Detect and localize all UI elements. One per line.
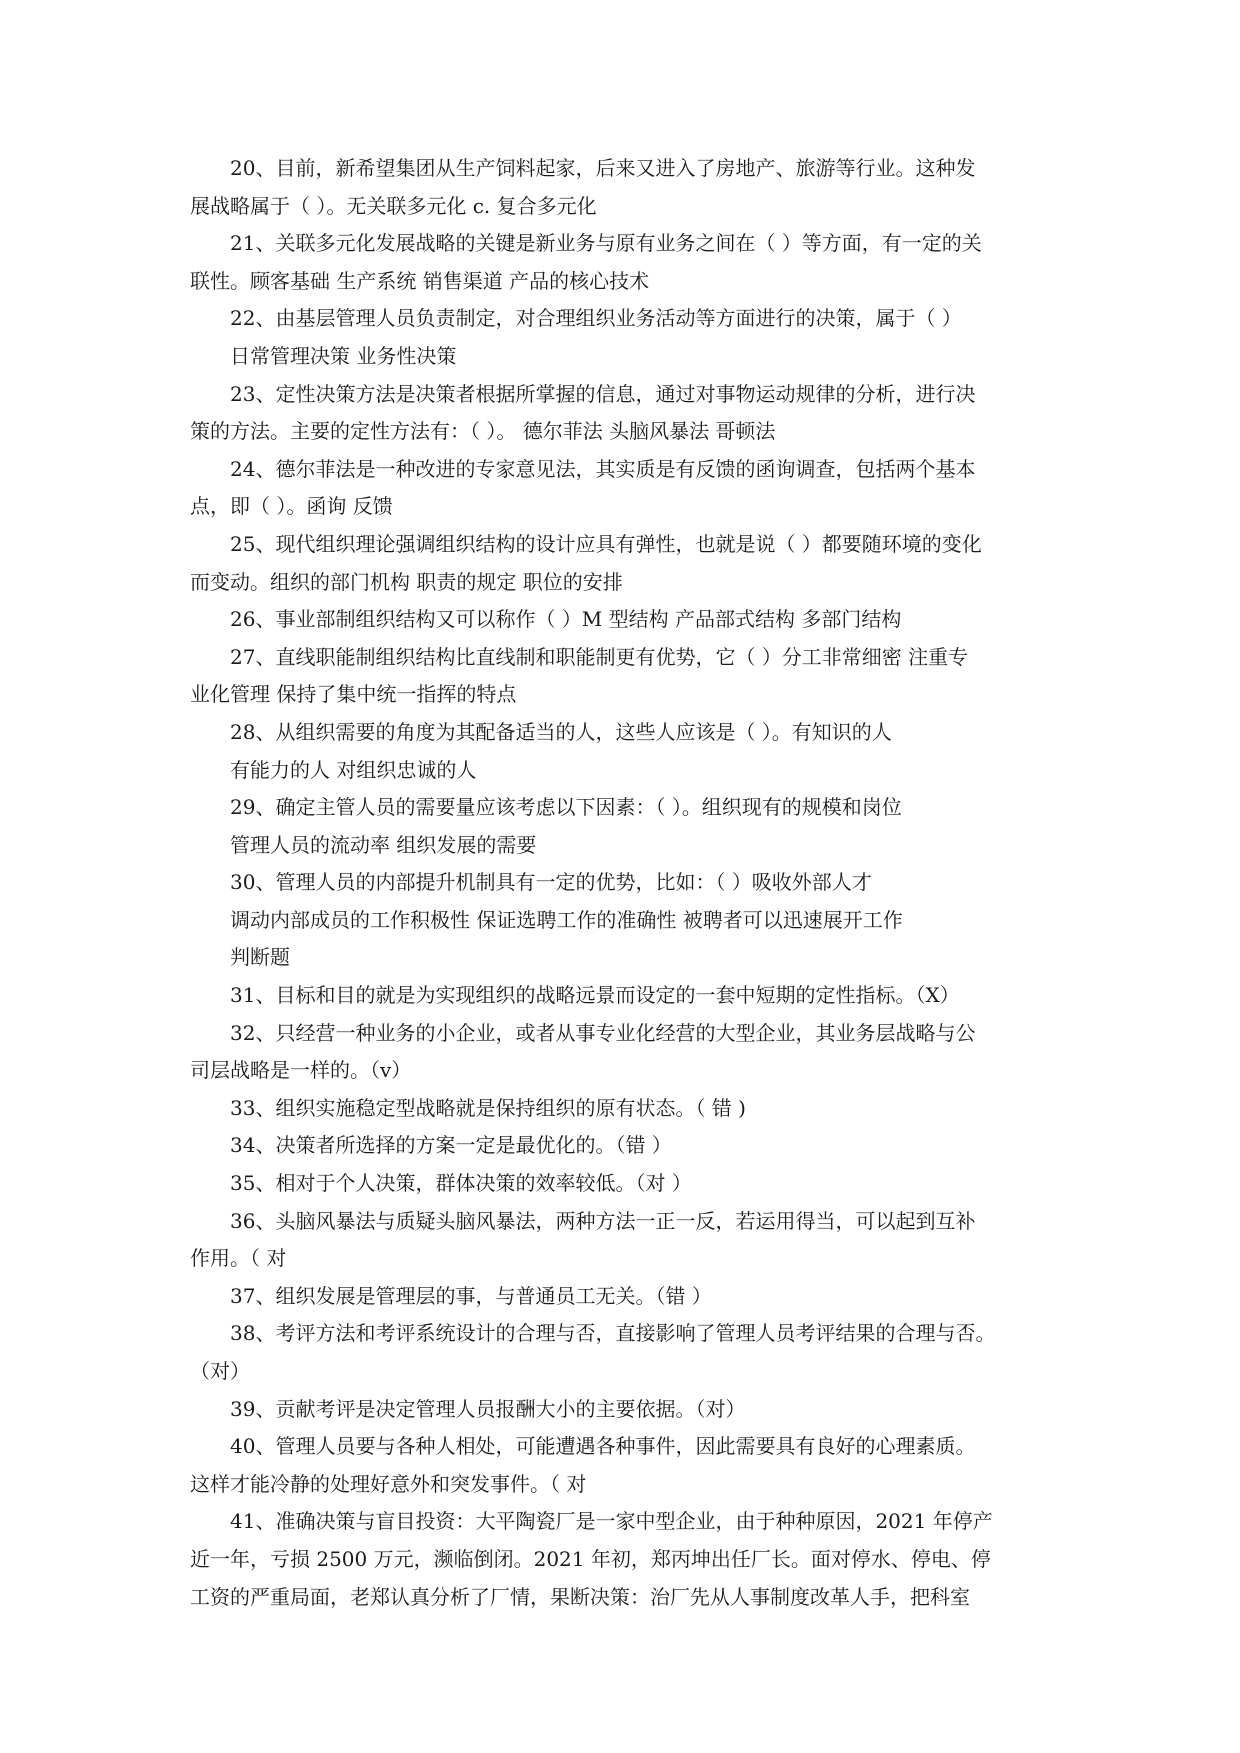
text-line: 23、定性决策方法是决策者根据所掌握的信息，通过对事物运动规律的分析，进行决 xyxy=(230,381,976,406)
text-line: 24、德尔菲法是一种改进的专家意见法，其实质是有反馈的函询调查，包括两个基本 xyxy=(230,456,976,481)
text-line: 有能力的人 对组织忠诚的人 xyxy=(230,757,477,782)
text-line: 20、目前，新希望集团从生产饲料起家，后来又进入了房地产、旅游等行业。这种发 xyxy=(230,156,976,180)
text-line: 28、从组织需要的角度为其配备适当的人，这些人应该是（ ）。有知识的人 xyxy=(230,719,892,744)
text-line: 工资的严重局面，老郑认真分析了厂情，果断决策：治厂先从人事制度改革人手，把科室 xyxy=(190,1584,970,1609)
text-line: 25、现代组织理论强调组织结构的设计应具有弹性，也就是说（ ）都要随环境的变化 xyxy=(230,531,982,556)
text-line: 这样才能冷静的处理好意外和突发事件。（ 对 xyxy=(190,1471,587,1496)
section-heading: 判断题 xyxy=(230,945,290,970)
text-line: 联性。顾客基础 生产系统 销售渠道 产品的核心技术 xyxy=(190,268,650,293)
text-line: 展战略属于（ ）。无关联多元化 c. 复合多元化 xyxy=(190,193,597,218)
text-line: 点，即（ ）。函询 反馈 xyxy=(190,494,393,519)
text-line: 35、相对于个人决策，群体决策的效率较低。（对 ） xyxy=(230,1171,692,1196)
text-line: 39、贡献考评是决定管理人员报酬大小的主要依据。（对） xyxy=(230,1396,746,1421)
text-line: 22、由基层管理人员负责制定，对合理组织业务活动等方面进行的决策，属于（ ） xyxy=(230,306,962,331)
text-line: 38、考评方法和考评系统设计的合理与否，直接影响了管理人员考评结果的合理与否。 xyxy=(230,1321,996,1346)
text-line: 40、管理人员要与各种人相处，可能遭遇各种事件，因此需要具有良好的心理素质。 xyxy=(230,1434,976,1459)
text-line: 日常管理决策 业务性决策 xyxy=(230,343,457,368)
text-line: 36、头脑风暴法与质疑头脑风暴法，两种方法一正一反，若运用得当，可以起到互补 xyxy=(230,1208,976,1233)
text-line: 作用。（ 对 xyxy=(190,1246,287,1271)
document-page xyxy=(190,150,1060,1616)
text-line: 21、关联多元化发展战略的关键是新业务与原有业务之间在（ ）等方面，有一定的关 xyxy=(230,231,982,256)
text-line: 调动内部成员的工作积极性 保证选聘工作的准确性 被聘者可以迅速展开工作 xyxy=(230,907,903,932)
text-line: 31、目标和目的就是为实现组织的战略远景而设定的一套中短期的定性指标。（X） xyxy=(230,983,960,1008)
text-line: 33、组织实施稳定型战略就是保持组织的原有状态。（ 错 ) xyxy=(230,1095,746,1120)
text-line: 29、确定主管人员的需要量应该考虑以下因素：（ ）。组织现有的规模和岗位 xyxy=(230,795,902,820)
text-line: 32、只经营一种业务的小企业，或者从事专业化经营的大型企业，其业务层战略与公 xyxy=(230,1020,976,1045)
text-line: 策的方法。主要的定性方法有：（ ）。 德尔菲法 头脑风暴法 哥顿法 xyxy=(190,419,776,444)
text-line: 业化管理 保持了集中统一指挥的特点 xyxy=(190,682,517,707)
text-line: 34、决策者所选择的方案一定是最优化的。（错 ） xyxy=(230,1133,672,1158)
text-line: 近一年，亏损 2500 万元，濒临倒闭。2021 年初，郑丙坤出任厂长。面对停水、停电、停 xyxy=(190,1546,991,1571)
text-line: 41、准确决策与盲目投资：大平陶瓷厂是一家中型企业，由于种种原因，2021 年停产 xyxy=(230,1509,993,1534)
text-line: 30、管理人员的内部提升机制具有一定的优势，比如：（ ）吸收外部人才 xyxy=(230,870,872,895)
text-line: （对） xyxy=(190,1359,250,1383)
text-line: 而变动。组织的部门机构 职责的规定 职位的安排 xyxy=(190,569,623,594)
text-line: 26、事业部制组织结构又可以称作（ ）M 型结构 产品部式结构 多部门结构 xyxy=(230,607,902,632)
text-line: 司层战略是一样的。（v） xyxy=(190,1058,412,1083)
text-line: 27、直线职能制组织结构比直线制和职能制更有优势，它（ ）分工非常细密 注重专 xyxy=(230,644,969,669)
text-line: 管理人员的流动率 组织发展的需要 xyxy=(230,832,537,857)
text-line: 37、组织发展是管理层的事，与普通员工无关。（错 ） xyxy=(230,1283,712,1308)
